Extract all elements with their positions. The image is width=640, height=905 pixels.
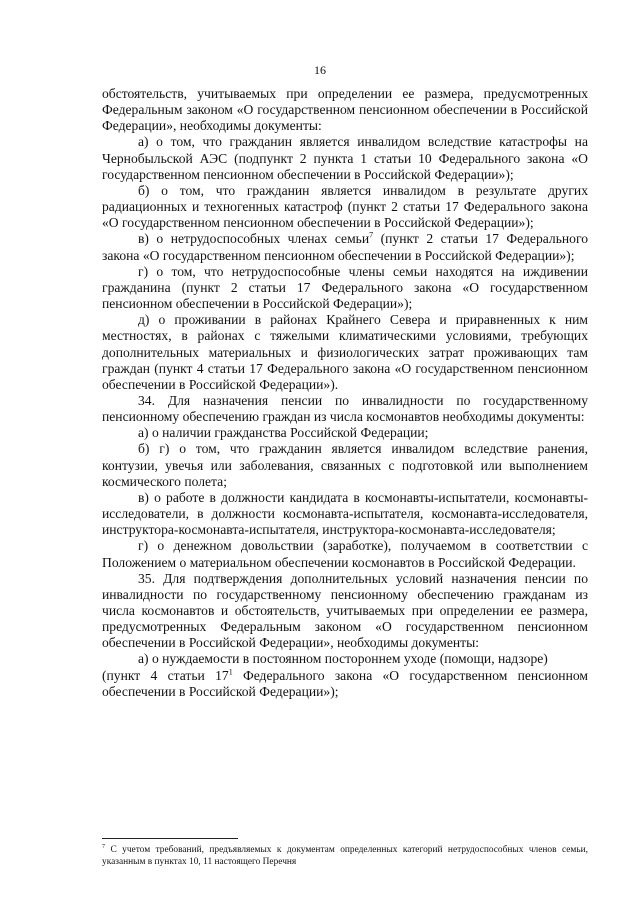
paragraph-35-a-text-rest: Федерального закона «О государственном пенсионном обеспечении в Российской Федерации»); — [102, 667, 588, 699]
document-body — [102, 86, 588, 700]
paragraph-item-v-family — [102, 231, 588, 263]
paragraph-item-d-north: д) о проживании в районах Крайнего Севера и приравненных к ним местностях, в районах с тяжелыми климатическими условиями, требующих дополнительных материальных и физиологических затрат проживающих там граждан (пункт 4 статьи 17 Федерального закона «О государственном пенсионном обеспечении в Российской Федерации»). — [102, 312, 588, 392]
page-number: 16 — [314, 63, 326, 77]
paragraph-35-a: а) о нуждаемости в постоянном постороннем уходе (помощи, надзоре) — [138, 651, 548, 667]
paragraph-intro: обстоятельств, учитываемых при определении ее размера, предусмотренных Федеральным законом «О государственном пенсионном обеспечении в Российской Федерации», необходимы документы: — [102, 86, 588, 134]
paragraph-item-v-text-rest: (пункт 2 статьи 17 Федерального закона «О государственном пенсионном обеспечении в Российской Федерации»); — [102, 231, 588, 263]
paragraph-34-g: г) о денежном довольствии (заработке), получаемом в соответствии с Положением о материальном обеспечении космонавтов в Российской Федерации. — [102, 538, 588, 570]
paragraph-34-b: б) г) о том, что гражданин является инвалидом вследствие ранения, контузии, увечья или заболевания, связанных с подготовкой или выполнением космического полета; — [102, 441, 588, 489]
paragraph-35-a-text: (пункт 4 статьи 17 — [102, 667, 229, 683]
article-superscript: 1 — [228, 667, 233, 677]
paragraph-34-a: а) о наличии гражданства Российской Федерации; — [138, 425, 429, 441]
footnote-mark: 7 — [102, 843, 105, 850]
footnote — [102, 844, 588, 868]
paragraph-item-g-dependents: г) о том, что нетрудоспособные члены семьи находятся на иждивении гражданина (пункт 2 статьи 17 Федерального закона «О государственном пенсионном обеспечении в Российской Федерации»); — [102, 263, 588, 312]
paragraph-34-v: в) о работе в должности кандидата в космонавты-испытатели, космонавты-исследователи, в должности космонавта-испытателя, космонавта-исследователя, инструктора-космонавта-испытателя, инструктора-космонавта-исследователя; — [102, 489, 588, 538]
footnote-divider — [102, 838, 238, 839]
paragraph-34: 34. Для назначения пенсии по инвалидности по государственному пенсионному обеспечению граждан из числа космонавтов необходимы документы: — [102, 392, 588, 425]
footnote-reference: 7 — [369, 230, 374, 240]
paragraph-item-b-catastrophes: б) о том, что гражданин является инвалидом в результате других радиационных и техногенных катастроф (пункт 2 статьи 17 Федерального закона «О государственном пенсионном обеспечении в Российской Федерации»); — [102, 182, 588, 231]
paragraph-item-a-chernobyl: а) о том, что гражданин является инвалидом вследствие катастрофы на Чернобыльской АЭС (подпункт 2 пункта 1 статьи 10 Федерального закона «О государственном пенсионном обеспечении в Российской Федерации»); — [102, 134, 588, 182]
paragraph-35: 35. Для подтверждения дополнительных условий назначения пенсии по инвалидности по государственному пенсионному обеспечению гражданам из числа космонавтов и обстоятельств, учитываемых при определении ее размера, предусмотренных Федеральным законом «О государственном пенсионном обеспечении в Российской Федерации», необходимы документы: — [102, 570, 588, 651]
paragraph-item-v-text: в) о нетрудоспособных членах семьи — [138, 231, 370, 247]
footnote-text: С учетом требований, предъявляемых к документам определенных категорий нетрудоспособных членов семьи, указанным в пунктах 10, 11 настоящего Перечня — [102, 845, 588, 867]
paragraph-35-a-cont — [102, 668, 588, 700]
